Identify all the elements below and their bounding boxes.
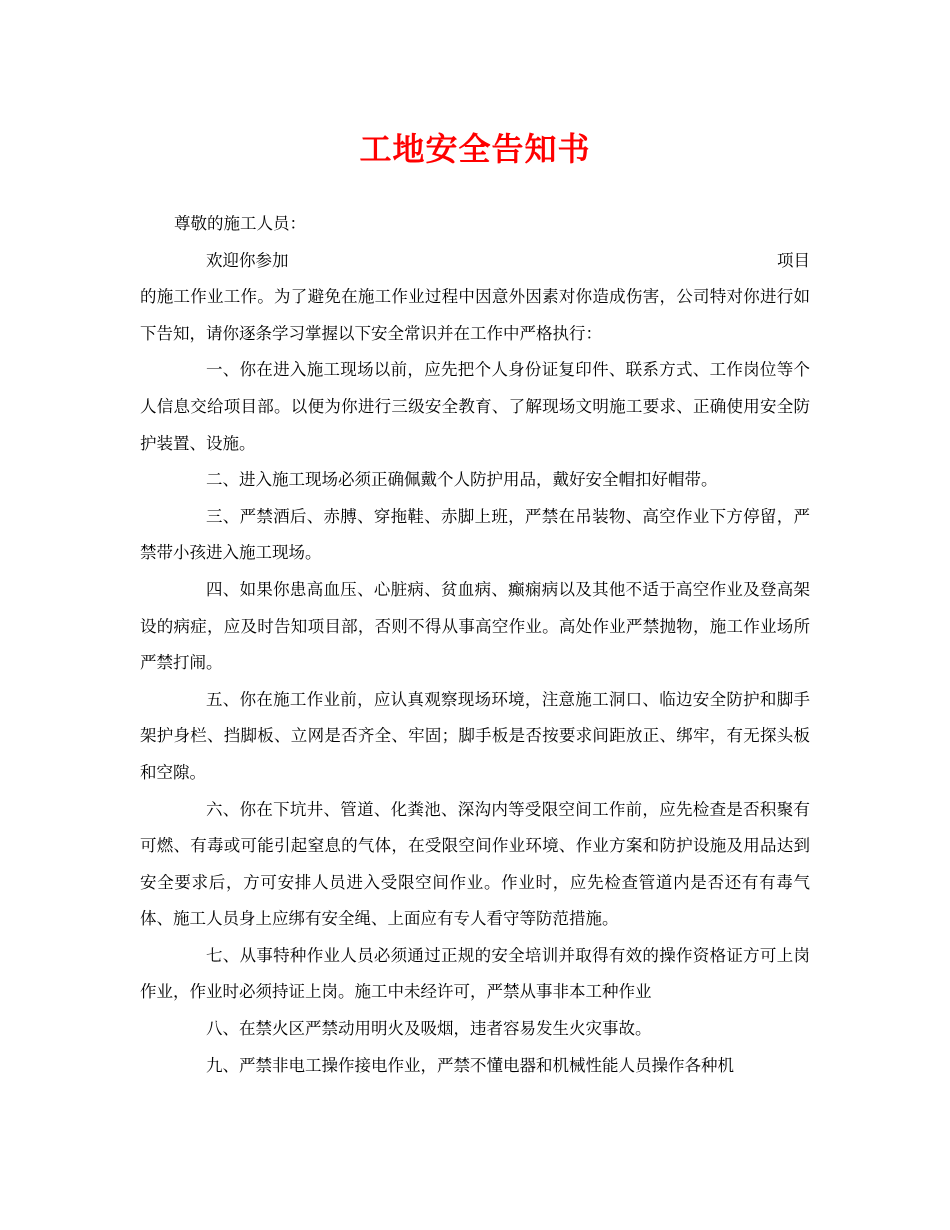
notice-item-9: 九、严禁非电工操作接电作业，严禁不懂电器和机械性能人员操作各种机 <box>206 1055 734 1075</box>
notice-item-1: 一、你在进入施工现场以前，应先把个人身份证复印件、联系方式、工作岗位等个人信息交给项目部。以便为你进行三级安全教育、了解现场文明施工要求、正确使用安全防护装置、设施。 <box>140 360 810 453</box>
notice-item-2: 二、进入施工现场必须正确佩戴个人防护用品，戴好安全帽扣好帽带。 <box>206 470 718 490</box>
welcome-line <box>140 243 810 280</box>
notice-item-5: 五、你在施工作业前，应认真观察现场环境，注意施工洞口、临边安全防护和脚手架护身栏、挡脚板、立网是否齐全、牢固；脚手板是否按要求间距放正、绑牢，有无探头板和空隙。 <box>140 689 810 782</box>
welcome-text: 欢迎你参加 <box>206 250 289 270</box>
project-label: 项目 <box>777 250 810 270</box>
notice-item-4: 四、如果你患高血压、心脏病、贫血病、癫痫病以及其他不适于高空作业及登高架设的病症，应及时告知项目部，否则不得从事高空作业。高处作业严禁抛物，施工作业场所严禁打闹。 <box>140 579 810 673</box>
salutation: 尊敬的施工人员： <box>174 214 306 233</box>
notice-item-7: 七、从事特种作业人员必须通过正规的安全培训并取得有效的操作资格证方可上岗作业，作业时必须持证上岗。施工中未经许可，严禁从事非本工种作业 <box>140 945 810 1002</box>
document-title: 工地安全告知书 <box>359 130 591 168</box>
notice-item-8: 八、在禁火区严禁动用明火及吸烟，违者容易发生火灾事故。 <box>206 1019 652 1039</box>
notice-item-3: 三、严禁酒后、赤膊、穿拖鞋、赤脚上班，严禁在吊装物、高空作业下方停留，严禁带小孩进入施工现场。 <box>140 506 810 563</box>
intro-paragraph: 的施工作业工作。为了避免在施工作业过程中因意外因素对你造成伤害，公司特对你进行如下告知，请你逐条学习掌握以下安全常识并在工作中严格执行： <box>140 287 810 343</box>
notice-item-6: 六、你在下坑井、管道、化粪池、深沟内等受限空间工作前，应先检查是否积聚有可燃、有毒或可能引起窒息的气体，在受限空间作业环境、作业方案和防护设施及用品达到安全要求后，方可安排人员进入受限空间作业。作业时，应先检查管道内是否还有有毒气体、施工人员身上应绑有安全绳、上面应有专人看守等防范措施。 <box>140 799 810 929</box>
document-body <box>140 206 810 1084</box>
